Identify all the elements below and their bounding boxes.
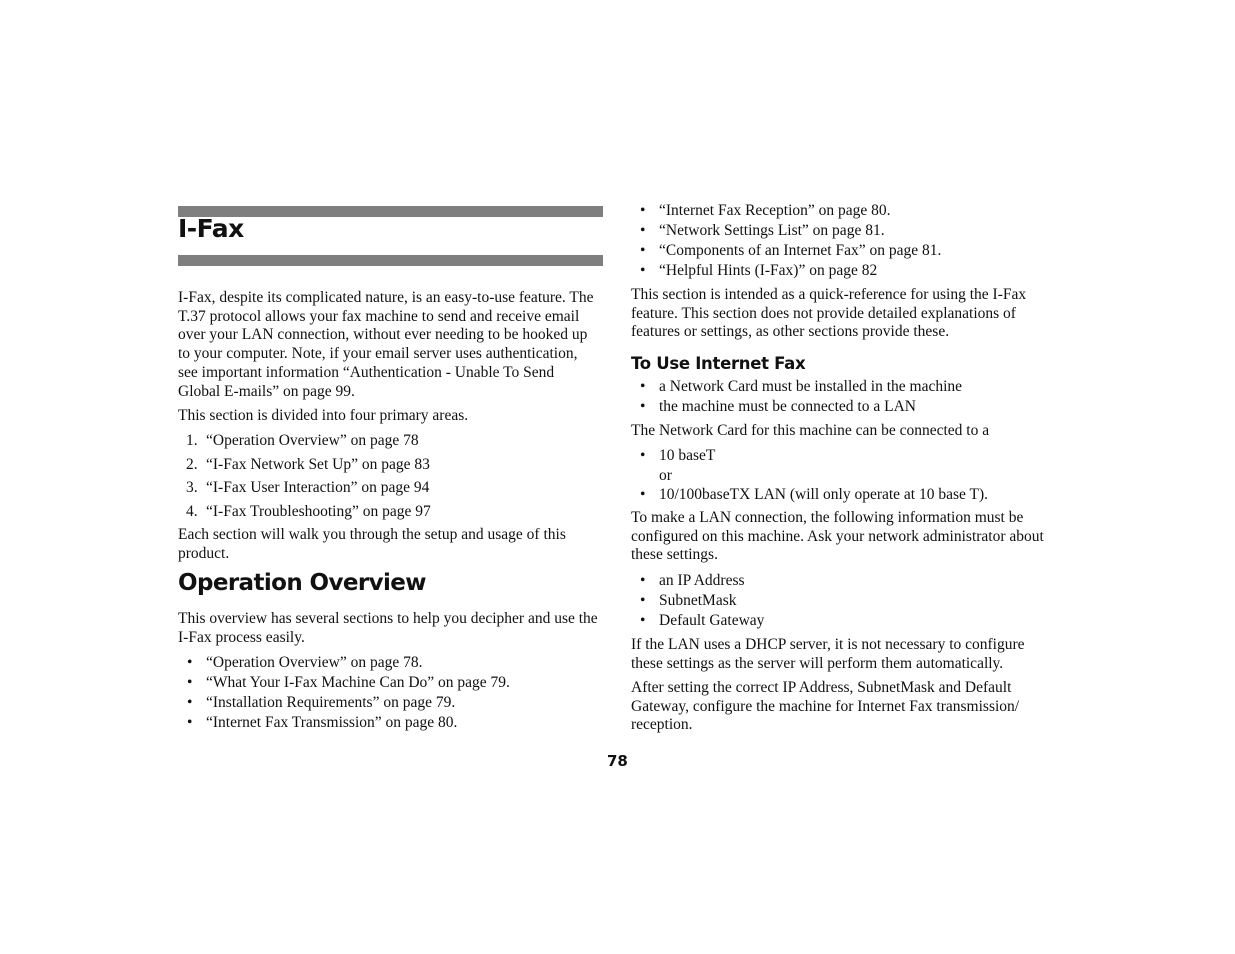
list-item[interactable]: 2. “I-Fax Network Set Up” on page 83 <box>186 455 430 473</box>
list-item: • 10 baseT <box>640 447 716 464</box>
list-item[interactable]: • “Network Settings List” on page 81. <box>640 222 885 239</box>
list-item: • an IP Address <box>640 572 745 589</box>
list-item: • the machine must be connected to a LAN <box>640 398 916 415</box>
walk-through-paragraph: Each section will walk you through the setup and usage of this product. <box>178 526 566 562</box>
overview-links-right <box>631 201 1056 281</box>
list-item[interactable]: • “Helpful Hints (I-Fax)” on page 82 <box>640 262 878 279</box>
dhcp-paragraph: If the LAN uses a DHCP server, it is not necessary to configure these settings as the server will perform them automatically. <box>631 636 1025 672</box>
subsection-title: To Use Internet Fax <box>631 354 806 373</box>
list-item[interactable]: 4. “I-Fax Troubleshooting” on page 97 <box>186 502 431 520</box>
section-title: Operation Overview <box>178 570 426 596</box>
chapter-title: I-Fax <box>178 214 244 243</box>
settings-list <box>631 571 1056 631</box>
list-item[interactable]: 1. “Operation Overview” on page 78 <box>186 432 419 449</box>
list-item[interactable]: • “Installation Requirements” on page 79. <box>187 694 456 711</box>
areas-intro: This section is divided into four primary areas. <box>178 407 469 424</box>
list-item: • a Network Card must be installed in the machine <box>640 378 963 395</box>
quick-reference-paragraph: This section is intended as a quick-reference for using the I-Fax feature. This section does not provide detailed explanations of features or settings, as other sections provide these. <box>631 286 1027 341</box>
list-item[interactable]: • “Operation Overview” on page 78. <box>187 654 423 671</box>
lan-connection-paragraph: To make a LAN connection, the following information must be configured on this machine. Ask your network administrator about these settings. <box>631 509 1044 564</box>
requirements-list <box>631 377 1056 417</box>
connection-option-first <box>631 446 1056 466</box>
list-item[interactable]: • “Internet Fax Reception” on page 80. <box>640 202 891 219</box>
list-item[interactable]: • “Components of an Internet Fax” on page 81. <box>640 242 942 259</box>
overview-links-left <box>178 653 603 733</box>
list-item: • Default Gateway <box>640 612 765 629</box>
list-item[interactable]: 3. “I-Fax User Interaction” on page 94 <box>186 479 430 496</box>
list-item[interactable]: • “Internet Fax Transmission” on page 80. <box>187 714 458 731</box>
after-setting-paragraph: After setting the correct IP Address, SubnetMask and Default Gateway, configure the machine for Internet Fax transmission/ reception. <box>631 679 1020 734</box>
list-item[interactable]: • “What Your I-Fax Machine Can Do” on page 79. <box>187 674 510 691</box>
network-card-paragraph: The Network Card for this machine can be connected to a <box>631 422 990 439</box>
intro-paragraph: I-Fax, despite its complicated nature, is an easy-to-use feature. The T.37 protocol allows your fax machine to send and receive email over your LAN connection, without ever needing to be hooked up to your computer. Note, if your email server uses authentication, see important information “Authentication - Unable To Send Global E-mails” on page 99. <box>178 289 594 400</box>
overview-intro: This overview has several sections to help you decipher and use the I-Fax process easily. <box>178 610 598 646</box>
connection-option-second <box>631 485 1056 505</box>
list-item: • 10/100baseTX LAN (will only operate at 10 base T). <box>640 486 989 503</box>
chapter-bottom-rule <box>178 255 603 266</box>
areas-list <box>178 429 598 523</box>
or-text: or <box>659 467 672 484</box>
list-item: • SubnetMask <box>640 592 737 609</box>
page-number: 78 <box>607 752 628 770</box>
